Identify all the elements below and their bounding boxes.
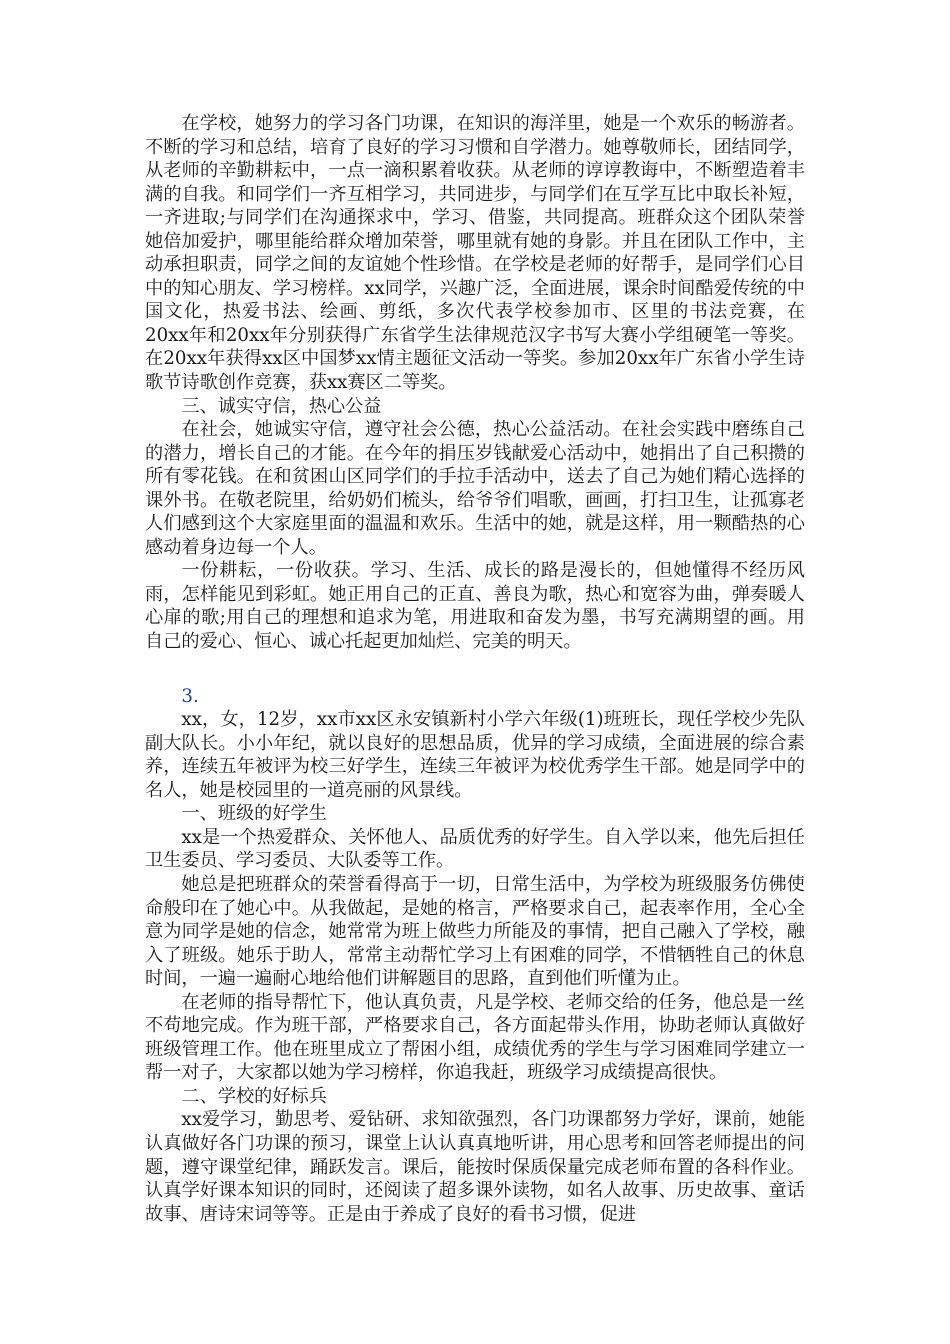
paragraph-teacher-guidance: 在老师的指导帮忙下，他认真负责，凡是学校、老师交给的任务，他总是一丝不苟地完成。作为班干部，严格要求自己，各方面起带头作用，协助老师认真做好班级管理工作。他在班里成立了帮困小组，成绩优秀的学生与学习困难同学建立一帮一对子，大家都以她为学习榜样，你追我赶，班级学习成绩提高很快。 [145,991,805,1084]
document-page [145,112,805,1226]
paragraph-society: 在社会，她诚实守信，遵守社会公德，热心公益活动。在社会实践中磨练自己的潜力，增长自己的才能。在今年的捐压岁钱献爱心活动中，她捐出了自己积攒的所有零花钱。在和贫困山区同学们的手拉手活动中，送去了自己为她们精心选择的课外书。在敬老院里，给奶奶们梳头，给爷爷们唱歌，画画，打扫卫生，让孤寡老人们感到这个大家庭里面的温温和欢乐。生活中的她，就是这样，用一颗酷热的心感动着身边每一个人。 [145,419,805,558]
heading-school-model: 二、学校的好标兵 [181,1085,327,1107]
paragraph-intro: xx，女，12岁，xx市xx区永安镇新村小学六年级(1)班班长，现任学校少先队副大队长。小小年纪，就以良好的思想品质，优异的学习成绩，全面进展的综合素养，连续五年被评为校三好学生，连续三年被评为校优秀学生干部。她是同学中的名人，她是校园里的一道亮丽的风景线。 [145,709,805,801]
section-number: 3. [181,685,199,707]
heading-class-student: 一、班级的好学生 [181,803,327,825]
paragraph-school-study: 在学校，她努力的学习各门功课，在知识的海洋里，她是一个欢乐的畅游者。不断的学习和总结，培育了良好的学习习惯和自学潜力。她尊敬师长，团结同学，从老师的辛勤耕耘中，一点一滴积累着收获。从老师的谆谆教诲中，不断塑造着丰满的自我。和同学们一齐互相学习，共同进步，与同学们在互学互比中取长补短，一齐进取;与同学们在沟通探求中，学习、借鉴，共同提高。班群众这个团队荣誉她倍加爱护，哪里能给群众增加荣誉，哪里就有她的身影。并且在团队工作中，主动承担职责，同学之间的友谊她个性珍惜。在学校是老师的好帮手，是同学们心目中的知心朋友、学习榜样。xx同学，兴趣广泛，全面进展，课余时间酷爱传统的中国文化，热爱书法、绘画、剪纸，多次代表学校参加市、区里的书法竞赛，在20xx年和20xx年分别获得广东省学生法律规范汉字书写大赛小学组硬笔一等奖。在20xx年获得xx区中国梦xx情主题征文活动一等奖。参加20xx年广东省小学生诗歌节诗歌创作竞赛，获xx赛区二等奖。 [145,113,805,394]
heading-honesty: 三、诚实守信，热心公益 [181,395,382,417]
paragraph-love-learning: xx爱学习，勤思考、爱钻研、求知欲强烈，各门功课都努力学好，课前，她能认真做好各门功课的预习，课堂上认认真真地听讲，用心思考和回答老师提出的问题，遵守课堂纪律，踊跃发言。课后，能按时保质保量完成老师布置的各科作业。认真学好课本知识的同时，还阅读了超多课外读物，如名人故事、历史故事、童话故事、唐诗宋词等等。正是由于养成了良好的看书习惯，促进 [145,1109,805,1225]
paragraph-harvest: 一份耕耘，一份收获。学习、生活、成长的路是漫长的，但她懂得不经历风雨，怎样能见到彩虹。她正用自己的正直、善良为歌，热心和宽容为曲，弹奏暖人心扉的歌;用自己的理想和追求为笔，用进取和奋发为墨，书写充满期望的画。用自己的爱心、恒心、诚心托起更加灿烂、完美的明天。 [145,560,805,653]
paragraph-class-honor: 她总是把班群众的荣誉看得高于一切，日常生活中，为学校为班级服务仿佛使命般印在了她心中。从我做起，是她的格言，严格要求自己，起表率作用，全心全意为同学是她的信念，她常常为班上做些力所能及的事情，把自己融入了学校，融入了班级。她乐于助人，常常主动帮忙学习上有困难的同学，不惜牺牲自己的休息时间，一遍一遍耐心地给他们讲解题目的思路，直到他们听懂为止。 [145,873,805,990]
paragraph-roles: xx是一个热爱群众、关怀他人、品质优秀的好学生。自入学以来，他先后担任卫生委员、学习委员、大队委等工作。 [145,826,805,872]
